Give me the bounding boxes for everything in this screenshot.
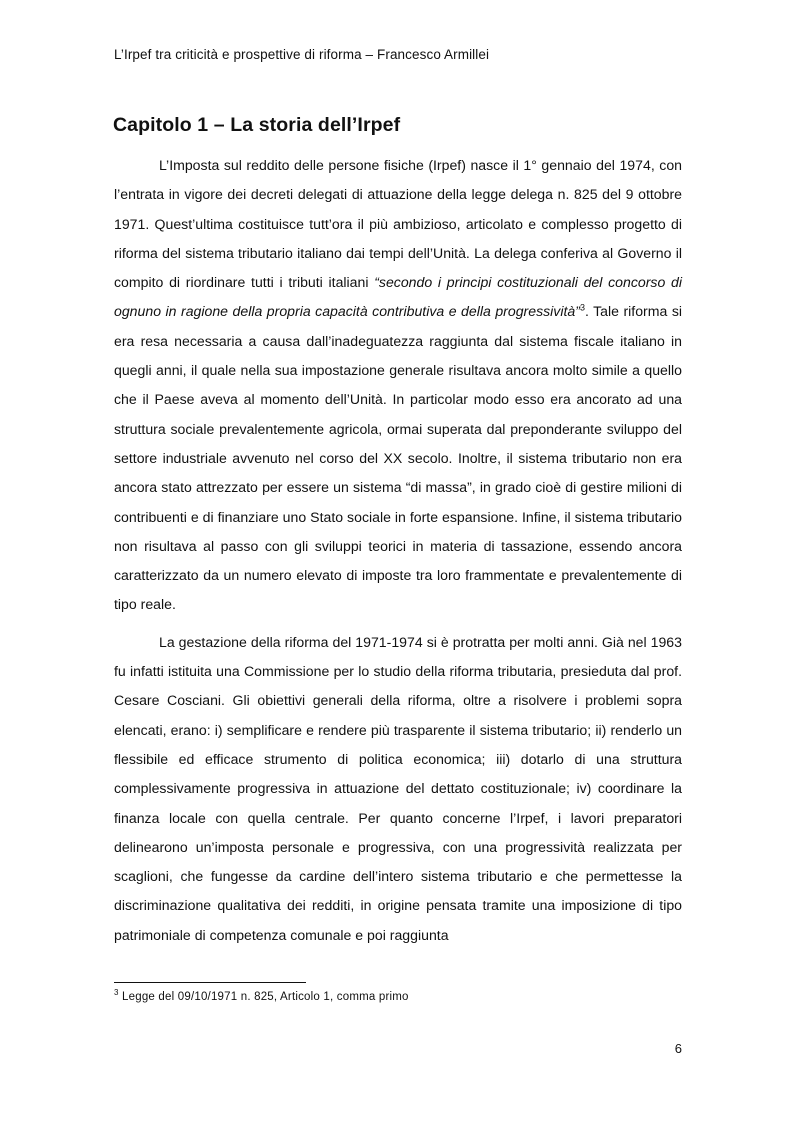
footnote-reference[interactable]: 3 xyxy=(579,302,585,313)
paragraph-1 xyxy=(114,151,682,620)
running-header: L’Irpef tra criticità e prospettive di riforma – Francesco Armillei xyxy=(114,47,490,62)
body-text xyxy=(114,151,682,950)
paragraph-1-text: L’Imposta sul reddito delle persone fisiche (Irpef) nasce il 1° gennaio del 1974, con l’entrata in vigore dei decreti delegati di attuazione della legge delega n. 825 del 9 ottobre 1971. Quest’ultima costituisce tutt’ora il più ambizioso, articolato e complesso progetto di riforma del sistema tributario italiano dai tempi dell’Unità. La delega conferiva al Governo il compito di riordinare tutti i tributi italiani xyxy=(114,157,682,291)
footnote-separator xyxy=(114,982,306,983)
chapter-title: Capitolo 1 – La storia dell’Irpef xyxy=(113,114,401,136)
constitutional-quote: “secondo i principi costituzionali del concorso di ognuno in ragione della propria capacità contributiva e della progressività” xyxy=(114,274,682,320)
footnote-text: Legge del 09/10/1971 n. 825, Articolo 1, comma primo xyxy=(118,991,409,1003)
paragraph-2: La gestazione della riforma del 1971-1974 si è protratta per molti anni. Già nel 1963 fu infatti istituita una Commissione per lo studio della riforma tributaria, presieduta dal prof. Cesare Cosciani. Gli obiettivi generali della riforma, oltre a risolvere i problemi sopra elencati, erano: i) semplificare e rendere più trasparente il sistema tributario; ii) renderlo un flessibile ed efficace strumento di politica economica; iii) dotarlo di una struttura complessivamente progressiva in attuazione del dettato costituzionale; iv) coordinare la finanza locale con quella centrale. Per quanto concerne l’Irpef, i lavori preparatori delinearono un’imposta personale e progressiva, con una progressività realizzata per scaglioni, che fungesse da cardine dell’intero sistema tributario e che permettesse la discriminazione qualitativa dei redditi, in origine pensata tramite una imposizione di tipo patrimoniale di competenza comunale e poi raggiunta xyxy=(114,633,682,943)
page-number: 6 xyxy=(674,1041,682,1056)
footnote-number: 3 xyxy=(114,988,119,998)
footnote xyxy=(114,988,409,1003)
paragraph-1-continuation: . Tale riforma si era resa necessaria a causa dall’inadeguatezza raggiunta dal sistema fiscale italiano in quegli anni, il quale nella sua impostazione generale risultava ancora molto simile a quello che il Paese aveva al momento dell’Unità. In particolar modo esso era ancorato ad una struttura sociale prevalentemente agricola, ormai superata dal preponderante sviluppo del settore industriale avvenuto nel corso del XX secolo. Inoltre, il sistema tributario non era ancora stato attrezzato per essere un sistema “di massa”, in grado cioè di gestire milioni di contribuenti e di finanziare uno Stato sociale in forte espansione. Infine, il sistema tributario non risultava al passo con gli sviluppi teorici in materia di tassazione, essendo ancora caratterizzato da un numero elevato di imposte tra loro frammentate e prevalentemente di tipo reale. xyxy=(114,303,682,613)
